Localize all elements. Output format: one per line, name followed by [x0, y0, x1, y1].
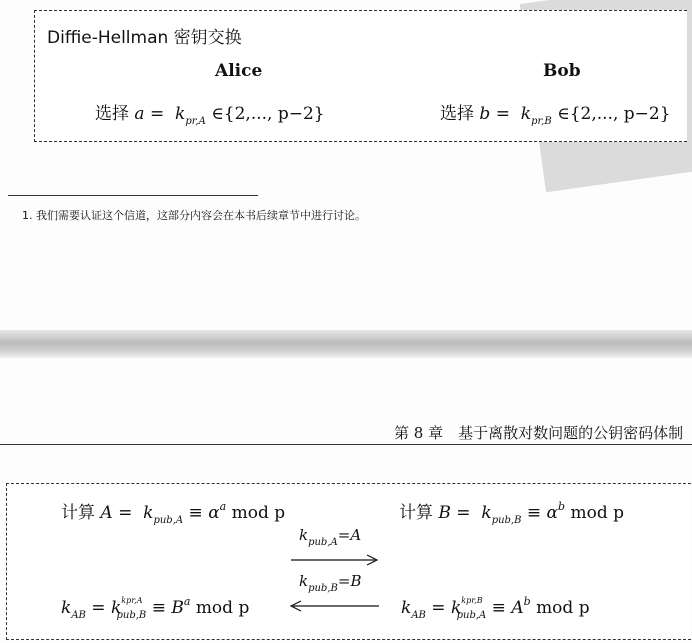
var-B: B [438, 503, 451, 523]
compute-word: 计算 [399, 503, 433, 523]
footnote: 1. 我们需要认证这个信道，这部分内容会在本书后续章节中进行讨论。 [22, 209, 366, 222]
page-divider [0, 330, 692, 358]
mod-p: mod p [195, 598, 250, 618]
bottom-page [0, 358, 692, 643]
key-k: k [299, 526, 309, 544]
set-range: ∈{2,..., p−2} [211, 104, 325, 124]
set-range: ∈{2,..., p−2} [557, 104, 671, 124]
alice-label: Alice [215, 61, 263, 81]
key-k: k [175, 104, 186, 124]
eq-A: =A [337, 526, 362, 544]
bob-shared-key-formula [401, 595, 590, 621]
sub-pub-b: pub,B [491, 515, 522, 526]
sub-pub-a: pub,A [153, 515, 184, 526]
key-k: k [401, 598, 412, 618]
footnote-rule [8, 195, 258, 196]
exp-b: b [558, 500, 566, 513]
key-k: k [143, 503, 154, 523]
sub-pub-b: pub,B [116, 610, 147, 621]
sub-pub-a: pub,A [308, 537, 338, 548]
var-A: A [511, 598, 524, 618]
box-title: Diffie-Hellman 密钥交换 [47, 28, 242, 48]
compute-word: 计算 [61, 503, 95, 523]
arrow-right-label [299, 526, 362, 548]
sub-AB: AB [411, 610, 426, 621]
choose-word: 选择 [440, 104, 474, 124]
alpha: α [546, 503, 559, 523]
alice-choice-formula: 选择 $a = k_{pr,A}$ ∈{2,..., p−2} [95, 104, 325, 127]
key-computation-box [6, 483, 691, 640]
exp-b: b [523, 595, 531, 608]
choose-word: 选择 [95, 104, 129, 124]
sup-kpr-a: kpr,A [121, 596, 143, 605]
exp-a: a [183, 595, 191, 608]
key-k: k [61, 598, 72, 618]
diffie-hellman-box [34, 10, 687, 142]
var-B: B [171, 598, 184, 618]
sub-pub-a: pub,A [456, 610, 487, 621]
bob-label: Bob [543, 61, 581, 81]
var-A: A [100, 503, 113, 523]
var-a: a [134, 104, 145, 124]
header-rule [0, 444, 692, 445]
sub-pub-b: pub,B [308, 583, 338, 594]
var-b: b [479, 104, 491, 124]
equiv-sign: ≡ [491, 598, 506, 618]
sub-pr-a: pr,A [185, 116, 206, 127]
equals-sign: = [91, 598, 106, 618]
mod-p: mod p [231, 503, 286, 523]
equiv-sign: ≡ [188, 503, 203, 523]
compute-a-formula: 计算 $A = k_{pub,A} \equiv \alpha^a$ mod p [61, 500, 286, 526]
arrow-left-label [299, 572, 362, 594]
key-k: k [520, 104, 532, 124]
exp-a: a [219, 500, 227, 513]
key-k: k [481, 503, 492, 523]
equiv-sign: ≡ [526, 503, 542, 523]
chapter-header: 第 8 章 基于离散对数问题的公钥密码体制 [394, 424, 684, 442]
sup-kpr-b: kpr,B [461, 596, 483, 605]
alice-shared-key-formula [61, 595, 250, 621]
sub-AB: AB [71, 610, 86, 621]
key-k: k [450, 598, 462, 618]
alpha: α [208, 503, 220, 523]
mod-p: mod p [570, 503, 624, 523]
key-k: k [110, 598, 122, 618]
arrow-right-icon [289, 554, 381, 566]
eq-B: =B [337, 572, 362, 590]
bob-choice-formula: 选择 $b = k_{pr,B}$ ∈{2,..., p−2} [440, 104, 671, 127]
compute-b-formula: 计算 $B = k_{pub,B} \equiv \alpha^b$ mod p [399, 500, 624, 526]
equals-sign: = [431, 598, 446, 618]
arrow-left-icon [289, 600, 381, 612]
sub-pr-b: pr,B [531, 116, 552, 127]
mod-p: mod p [536, 598, 590, 618]
equiv-sign: ≡ [151, 598, 166, 618]
key-k: k [299, 572, 309, 590]
